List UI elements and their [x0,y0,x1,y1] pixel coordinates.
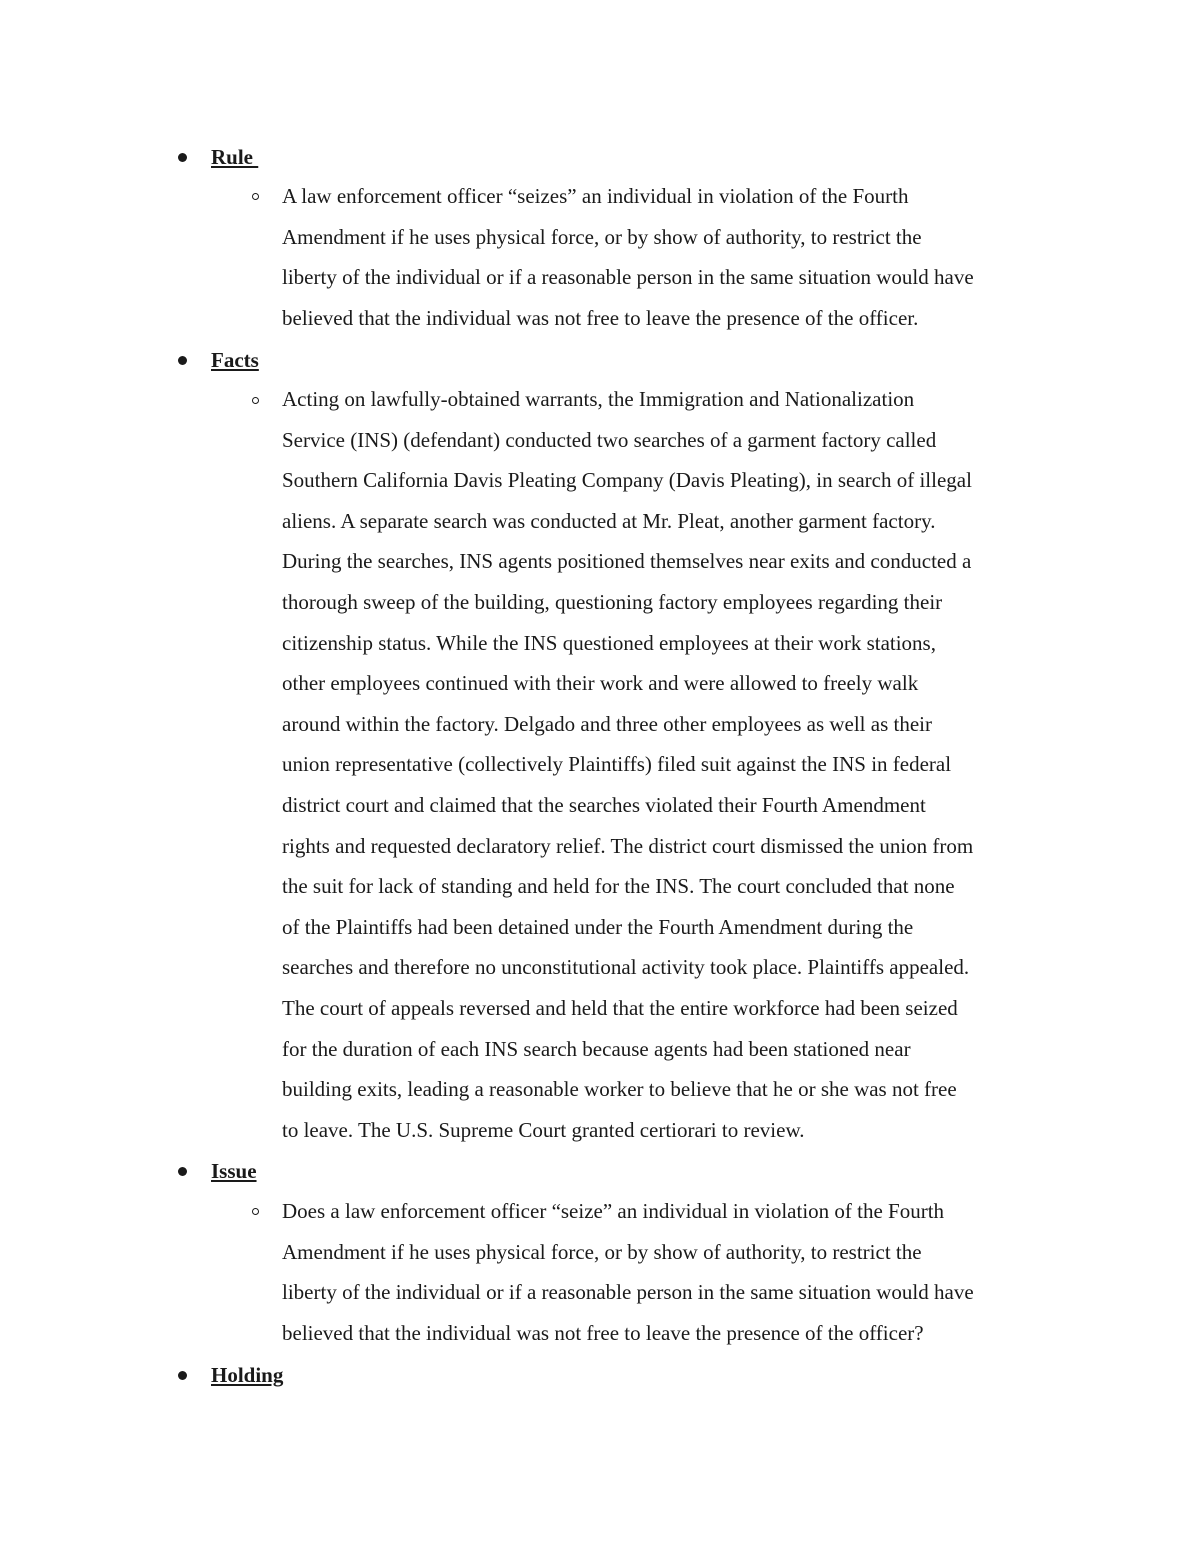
text-line: Does a law enforcement officer “seize” an individual in violation of the Fourth [282,1199,945,1223]
section-paragraph [282,176,1072,338]
text-line: Amendment if he uses physical force, or by show of authority, to restrict the [282,1239,922,1264]
text-line: citizenship status. While the INS questioned employees at their work stations, [282,630,936,655]
text-line: the suit for lack of standing and held for the INS. The court concluded that none [282,874,955,899]
section-paragraph [282,1191,1072,1353]
text-line: union representative (collectively Plaintiffs) filed suit against the INS in federal [282,752,952,777]
text-line: for the duration of each INS search because agents had been stationed near [282,1036,911,1061]
text-line: aliens. A separate search was conducted at Mr. Pleat, another garment factory. [282,508,936,533]
bullet-icon [178,1371,187,1380]
text-line: searches and therefore no unconstitutional activity took place. Plaintiffs appealed. [282,955,970,980]
text-line: A law enforcement officer “seizes” an individual in violation of the Fourth [282,184,909,208]
section-heading: Facts [211,348,259,372]
text-line: to leave. The U.S. Supreme Court granted certiorari to review. [282,1117,805,1142]
text-line: Amendment if he uses physical force, or by show of authority, to restrict the [282,224,922,249]
section-heading: Rule [211,145,259,169]
section-heading: Issue [211,1159,257,1183]
text-line: Southern California Davis Pleating Company (Davis Pleating), in search of illegal [282,468,972,493]
text-line: thorough sweep of the building, questioning factory employees regarding their [282,589,943,614]
sub-bullet-icon [252,193,259,200]
text-line: of the Plaintiffs had been detained under the Fourth Amendment during the [282,914,914,939]
sub-bullet-icon [252,397,259,404]
text-line: Service (INS) (defendant) conducted two searches of a garment factory called [282,427,937,452]
text-line: rights and requested declaratory relief. The district court dismissed the union from [282,833,974,858]
bullet-icon [178,153,187,162]
text-line: The court of appeals reversed and held that the entire workforce had been seized [282,995,958,1020]
text-line: believed that the individual was not free to leave the presence of the officer? [282,1320,924,1345]
sub-bullet-icon [252,1208,259,1215]
text-line: building exits, leading a reasonable worker to believe that he or she was not free [282,1077,957,1102]
text-line: liberty of the individual or if a reasonable person in the same situation would have [282,1280,974,1305]
text-line: believed that the individual was not free to leave the presence of the officer. [282,305,919,330]
text-line: around within the factory. Delgado and three other employees as well as their [282,711,932,736]
text-line: liberty of the individual or if a reasonable person in the same situation would have [282,265,974,290]
text-line: district court and claimed that the searches violated their Fourth Amendment [282,792,926,817]
text-line: During the searches, INS agents positioned themselves near exits and conducted a [282,549,972,574]
section-heading: Holding [211,1363,284,1387]
bullet-icon [178,1167,187,1176]
section-paragraph [282,379,1072,1150]
text-line: Acting on lawfully-obtained warrants, the Immigration and Nationalization [282,387,915,411]
text-line: other employees continued with their work and were allowed to freely walk [282,671,919,696]
bullet-icon [178,356,187,365]
